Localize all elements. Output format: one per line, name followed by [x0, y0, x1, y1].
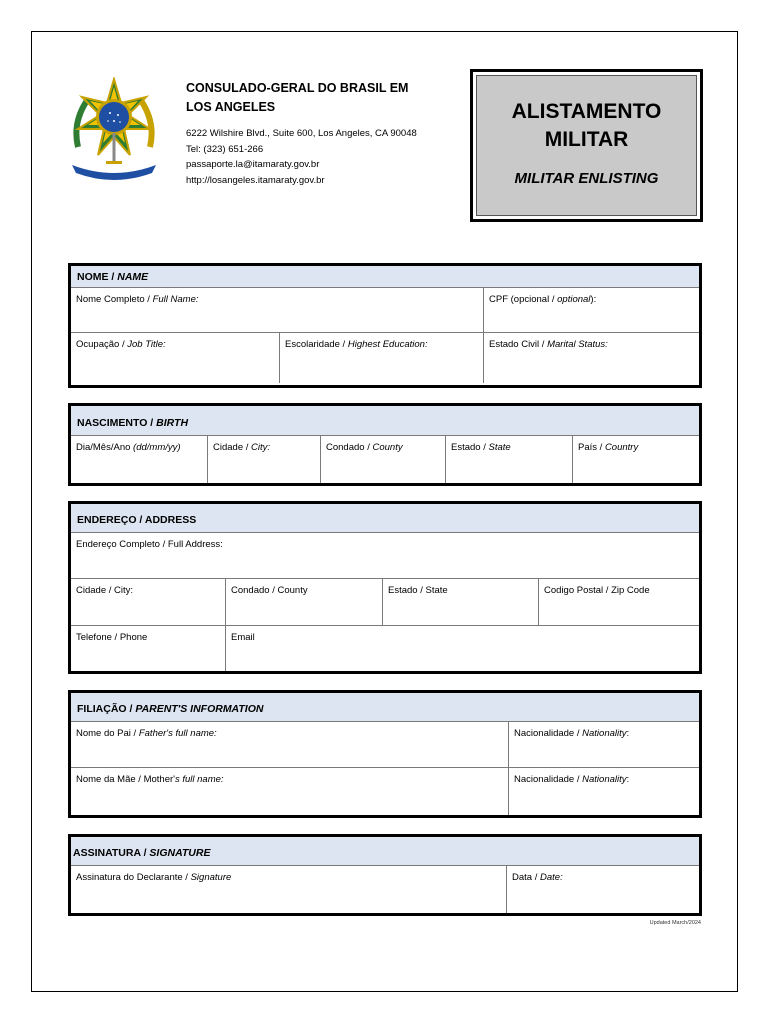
- section-signature-header: ASSINATURA / SIGNATURE: [71, 837, 699, 866]
- birth-date-field[interactable]: Dia/Mês/Ano (dd/mm/yy): [71, 436, 208, 483]
- consulate-phone: Tel: (323) 651-266: [186, 143, 264, 155]
- section-name: [68, 263, 702, 388]
- full-name-field[interactable]: Nome Completo / Full Name:: [71, 288, 484, 332]
- consulate-email: passaporte.la@itamaraty.gov.br: [186, 159, 320, 170]
- full-address-field[interactable]: Endereço Completo / Full Address:: [76, 539, 223, 550]
- form-subtitle: MILITAR ENLISTING: [514, 170, 659, 187]
- consulate-address: 6222 Wilshire Blvd., Suite 600, Los Angeles, CA 90048: [186, 128, 417, 139]
- education-field[interactable]: Escolaridade / Highest Education:: [280, 333, 484, 383]
- section-address-header: ENDEREÇO / ADDRESS: [71, 504, 699, 533]
- section-parents-header: FILIAÇÃO / PARENT'S INFORMATION: [71, 693, 699, 722]
- birth-country-field[interactable]: País / Country: [578, 442, 639, 453]
- zip-code-field[interactable]: Codigo Postal / Zip Code: [544, 585, 650, 596]
- email-field[interactable]: Email: [231, 632, 255, 643]
- mother-nationality-field[interactable]: Nacionalidade / Nationality:: [514, 774, 630, 785]
- updated-note: Updated March/2024: [649, 920, 701, 926]
- father-name-field[interactable]: Nome do Pai / Father's full name:: [71, 722, 509, 767]
- job-title-field[interactable]: Ocupação / Job Title:: [71, 333, 280, 383]
- consulate-info: [186, 79, 456, 188]
- section-address: [68, 501, 702, 674]
- form-title-box: [470, 69, 703, 222]
- address-city-field[interactable]: Cidade / City:: [71, 579, 226, 625]
- address-county-field[interactable]: Condado / County: [226, 579, 383, 625]
- birth-city-field[interactable]: Cidade / City:: [208, 436, 321, 483]
- form-title: ALISTAMENTO MILITAR: [511, 100, 662, 151]
- section-parents: [68, 690, 702, 818]
- section-birth-header: NASCIMENTO / BIRTH: [71, 406, 699, 436]
- birth-county-field[interactable]: Condado / County: [321, 436, 446, 483]
- consulate-name: CONSULADO-GERAL DO BRASIL EM LOS ANGELES: [186, 81, 409, 114]
- mother-name-field[interactable]: Nome da Mãe / Mother's full name:: [71, 768, 509, 815]
- brazil-coat-of-arms-icon: [68, 77, 160, 183]
- address-state-field[interactable]: Estado / State: [383, 579, 539, 625]
- marital-status-field[interactable]: Estado Civil / Marital Status:: [489, 339, 608, 350]
- birth-state-field[interactable]: Estado / State: [446, 436, 573, 483]
- father-nationality-field[interactable]: Nacionalidade / Nationality:: [514, 728, 630, 739]
- consulate-website: http://losangeles.itamaraty.gov.br: [186, 174, 325, 186]
- phone-field[interactable]: Telefone / Phone: [71, 626, 226, 671]
- section-signature: [68, 834, 702, 916]
- section-birth: [68, 403, 702, 486]
- signature-field[interactable]: Assinatura do Declarante / Signature: [71, 866, 507, 913]
- signature-date-field[interactable]: Data / Date:: [512, 872, 563, 883]
- cpf-field[interactable]: CPF (opcional / optional):: [489, 294, 597, 305]
- section-name-header: NOME / NAME: [71, 266, 699, 288]
